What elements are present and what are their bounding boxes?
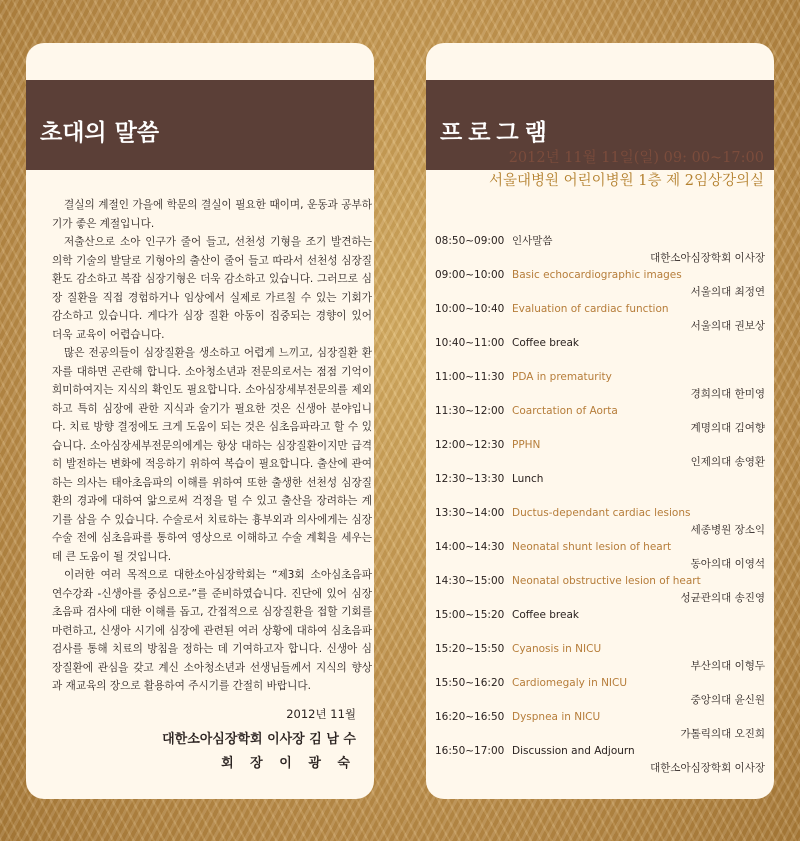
session-speaker: 계명의대 김여향 [690,422,765,434]
session-time: 15:20~15:50 [435,643,505,655]
session-speaker: 대한소아심장학회 이사장 [650,762,765,774]
session-speaker: 중앙의대 윤신원 [690,694,765,706]
schedule-row [435,301,765,335]
session-speaker: 부산의대 이형두 [690,660,765,672]
schedule-row [435,539,765,573]
session-topic: Dyspnea in NICU [512,711,601,723]
letter-paragraph: 결실의 계절인 가을에 학문의 결실이 필요한 때이며, 운동과 공부하기가 좋은 계절입니다. [52,199,372,230]
session-topic: Coffee break [512,337,579,349]
program-panel [426,43,774,799]
session-time: 11:00~11:30 [435,371,505,383]
schedule-row [435,471,765,505]
invitation-title: 초대의 말씀 [40,120,160,146]
session-speaker: 성균관의대 송진영 [680,592,765,604]
program-title: 프로그램 [440,120,553,146]
session-speaker: 서울의대 권보상 [690,320,765,332]
session-topic: Coarctation of Aorta [512,405,618,417]
session-time: 15:00~15:20 [435,609,505,621]
schedule-row [435,743,765,777]
letter-date: 2012년 11월 [286,707,356,721]
session-time: 14:30~15:00 [435,575,505,587]
schedule-row [435,437,765,471]
session-topic: Ductus-dependant cardiac lesions [512,507,691,519]
session-time: 09:00~10:00 [435,269,505,281]
session-topic: PDA in prematurity [512,371,612,383]
session-speaker: 인제의대 송영환 [690,456,765,468]
signature-chairman: 대한소아심장학회 이사장 김 남 수 [162,732,356,747]
session-time: 13:30~14:00 [435,507,505,519]
invitation-panel [26,43,374,799]
event-venue: 서울대병원 어린이병원 1층 제 2임상강의실 [488,173,764,189]
schedule-row [435,709,765,743]
session-topic: Cyanosis in NICU [512,643,602,655]
invitation-title-band [26,80,374,170]
session-speaker [435,488,765,505]
session-topic: Neonatal shunt lesion of heart [512,541,672,553]
session-time: 16:50~17:00 [435,745,505,757]
session-speaker: 대한소아심장학회 이사장 [650,252,765,264]
schedule-row [435,267,765,301]
letter-signoff [162,706,356,771]
session-time: 15:50~16:20 [435,677,505,689]
schedule-row [435,641,765,675]
session-time: 16:20~16:50 [435,711,505,723]
signature-president: 회 장 이 광 숙 [221,756,356,771]
session-speaker: 경희의대 한미영 [690,388,765,400]
session-time: 10:40~11:00 [435,337,505,349]
session-speaker: 서울의대 최정연 [690,286,765,298]
program-schedule [435,233,765,777]
session-topic: Discussion and Adjourn [512,745,635,757]
letter-paragraph: 이러한 여러 목적으로 대한소아심장학회는 “제3회 소아심초음파 연수강좌 -신생아를 중심으로-”를 준비하였습니다. 진단에 있어 심장초음파 검사에 대한 이해를 돕고, 간접적으로 심장질환을 접할 기회를 마련하고, 신생아 시기에 심장에 관련된 여러 상황에 대하여 심초음파 검사를 통해 치료의 방침을 정하는 데 기여하고자 합니다. 신생아 심장질환에 관심을 갖고 계신 소아청소년과 선생님들께서 지식의 향상 과 재교육의 장으로 활용하여 주시기를 간절히 바랍니다. [52,569,372,692]
schedule-row [435,573,765,607]
session-speaker [435,624,765,641]
session-time: 12:30~13:30 [435,473,505,485]
invitation-letter [52,196,372,696]
session-time: 11:30~12:00 [435,405,505,417]
schedule-row [435,403,765,437]
session-speaker [435,352,765,369]
session-speaker: 동아의대 이영석 [690,558,765,570]
letter-paragraph: 많은 전공의들이 심장질환을 생소하고 어렵게 느끼고, 심장질환 환자를 대하면 곤란해 합니다. 소아청소년과 전문의로서는 점점 기억이 희미하여지는 지식의 확인도 필요합니다. 소아심장세부전문의를 제외하고 특히 심장에 관한 지식과 술기가 필요한 것은 신생아 분야입니다. 치료 방향 결정에도 크게 도움이 되는 것은 심초음파라고 할 수 있습니다. 소아심장세부전문의에게는 항상 대하는 심장질환이지만 급격히 발전하는 변화에 적응하기 위하여 복습이 필요합니다. 출산에 관여하는 의사는 태아초음파의 이해를 위하여 또한 출생한 선천성 심장질환의 경과에 대하여 앎으로써 걱정을 덜 수 있고 출산을 장려하는 계기를 삼을 수 있습니다. 수술로서 치료하는 흉부외과 의사에게는 심장수술 전에 심초음파를 통하여 영상으로 이해하고 수술 계획을 세우는 데 큰 도움이 될 것입니다. [52,347,372,563]
session-topic: 인사말씀 [512,235,553,247]
session-time: 14:00~14:30 [435,541,505,553]
session-topic: Coffee break [512,609,579,621]
session-speaker: 가톨릭의대 오진희 [680,728,765,740]
session-time: 12:00~12:30 [435,439,505,451]
schedule-row [435,675,765,709]
schedule-row [435,233,765,267]
schedule-row [435,335,765,369]
session-time: 08:50~09:00 [435,235,505,247]
schedule-row [435,369,765,403]
schedule-row [435,505,765,539]
session-topic: Lunch [512,473,544,485]
session-time: 10:00~10:40 [435,303,505,315]
letter-paragraph: 저출산으로 소아 인구가 줄어 들고, 선천성 기형을 조기 발견하는 의학 기술의 발달로 기형아의 출산이 줄어 들고 따라서 선천성 심장질환도 감소하고 복잡 심장기형은 더욱 감소하고 있습니다. 그러므로 심장 질환을 직접 경험하거나 임상에서 실제로 가르칠 수 있는 기회가 감소하고 있습니다. 게다가 심장 질환 아동이 집중되는 경향이 있어 더욱 교육이 어렵습니다. [52,236,372,341]
session-topic: Neonatal obstructive lesion of heart [512,575,701,587]
session-speaker: 세종병원 장소익 [690,524,765,536]
session-topic: Basic echocardiographic images [512,269,682,281]
schedule-row [435,607,765,641]
event-datetime: 2012년 11월 11일(일) 09: 00~17:00 [508,150,764,166]
session-topic: Cardiomegaly in NICU [512,677,628,689]
session-topic: PPHN [512,439,541,451]
session-topic: Evaluation of cardiac function [512,303,669,315]
